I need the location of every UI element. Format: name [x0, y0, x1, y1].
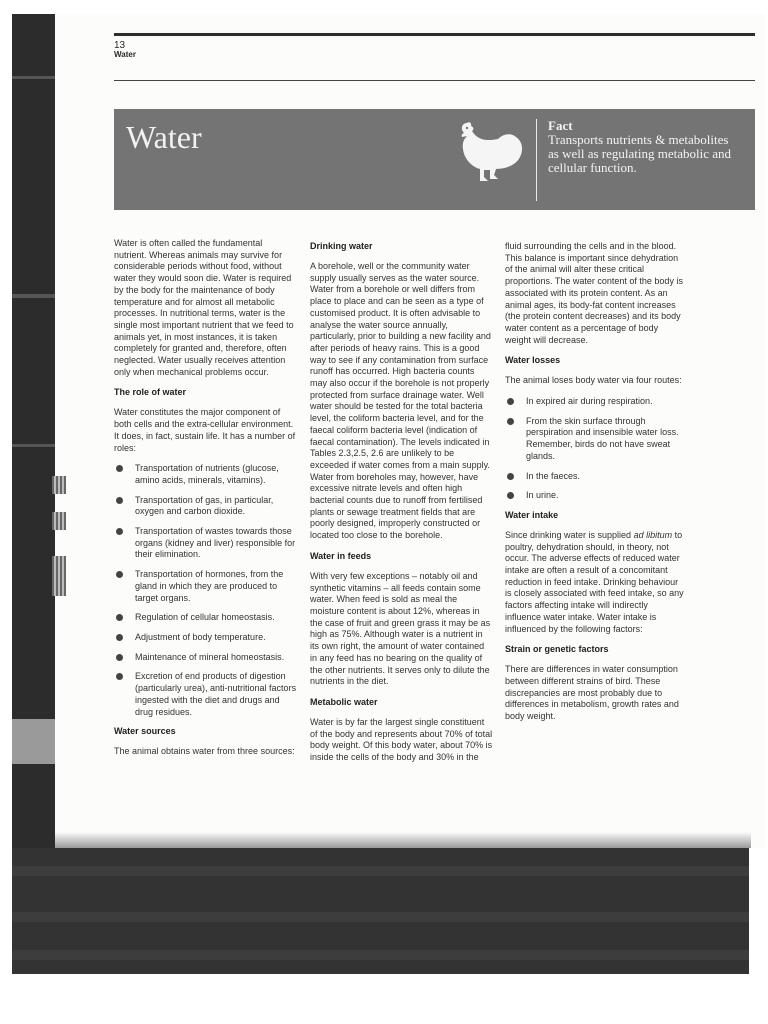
list-item: Transportation of wastes towards those organs (kidney and liver) responsible for their elimination.	[114, 526, 297, 561]
strain-paragraph: There are differences in water consumption between different strains of bird. These discrepancies are most probably due to differences in metabolism, growth rates and body weight.	[505, 664, 679, 722]
sources-paragraph: The animal obtains water from three sources:	[114, 746, 295, 757]
water-in-feeds-paragraph: With very few exceptions – notably oil and synthetic vitamins – all feeds contain some water. When feed is sold as meal the moisture content is about 12%, whereas in the case of fruit and green grass it may be as high as 75%. Although water is a nutrient in its own right, the amount of water contained in any feed has no bearing on the quality of the other nutrients. It serves only to dilute the nutrients in the diet.	[310, 570, 491, 687]
drinking-water-paragraph: A borehole, well or the community water supply usually serves as the water source. Water from a borehole or well differs from place to place and can be seen as a type of customised product. It is often advisable to analyse the water source annually, particularly, prior to building a new facility and after periods of heavy rains. This is a good way to see if any contamination from surface runoff has occurred. High bacteria counts may also occur if the borehole is not properly protected from surface drainage water. Well water should be tested for the total bacteria level, the coliform bacteria level, and for the faecal coliform bacteria level (indication of faecal contamination). The levels indicated in Tables 2.3,2.5, 2.6 are unlikely to be exceeded if water comes from a main supply. Water from boreholes may, however, have excessive nitrate levels and often high bacterial counts due to runoff from fertilised plants or sewage treatment fields that are poorly designed, improperly constructed or located too close to the borehole.	[310, 261, 491, 541]
list-item: Transportation of nutrients (glucose, amino acids, minerals, vitamins).	[114, 463, 297, 486]
role-heading: The role of water	[114, 387, 187, 398]
list-item: Excretion of end products of digestion (particularly urea), anti-nutritional factors ingested with the diet and drugs and drug residues.	[114, 671, 297, 718]
sources-heading: Water sources	[114, 726, 176, 737]
intake-text-end: to poultry, dehydration should, in theory, not occur. The adverse effects of reduced water intake are often a result of a concomitant reduction in feed intake. Drinking behaviour is closely associated with feed intake, so any factors affecting intake will indirectly influence water intake. Water intake is influenced by the following factors:	[505, 529, 684, 634]
binding-mark	[52, 556, 66, 596]
list-item: From the skin surface through perspiration and insensible water loss. Remember, birds do not have sweat glands.	[505, 416, 685, 463]
intake-text-start: Since drinking water is supplied	[505, 529, 634, 540]
binding-mark	[52, 512, 66, 530]
hen-icon	[454, 119, 526, 183]
column-2	[310, 241, 493, 773]
header-rule	[114, 33, 755, 36]
water-in-feeds-heading: Water in feeds	[310, 550, 372, 561]
intro-paragraph: Water is often called the fundamental nutrient. Whereas animals may survive for considerable periods without food, without water they would soon die. Water is required by the body for the maintenance of body temperature and for almost all metabolic processes. In nutritional terms, water is the single most important nutrient that we feed to animals yet, in most instances, it is taken completely for granted and, therefore, often neglected. Water usually receives attention only when mechanical problems occur.	[114, 238, 294, 377]
water-intake-heading: Water intake	[505, 509, 559, 520]
role-paragraph: Water constitutes the major component of both cells and the extra-cellular environment. It does, in fact, sustain life. It has a number of roles:	[114, 407, 296, 453]
page-edge-shadow	[55, 832, 751, 848]
list-item: Transportation of gas, in particular, oxygen and carbon dioxide.	[114, 495, 297, 518]
scanner-left-border	[12, 14, 55, 974]
metabolic-water-paragraph: Water is by far the largest single constituent of the body and represents about 70% of total body weight. Of this body water, about 70% is inside the cells of the body and 30% in the	[310, 716, 493, 763]
ad-libitum-term: ad libitum	[633, 529, 673, 540]
header-subrule	[114, 80, 755, 81]
water-losses-paragraph: The animal loses body water via four routes:	[505, 375, 682, 386]
list-item: In the faeces.	[505, 471, 685, 483]
binding-mark	[52, 476, 66, 494]
strain-heading: Strain or genetic factors	[505, 644, 609, 655]
list-item: Regulation of cellular homeostasis.	[114, 612, 297, 624]
fact-divider	[536, 119, 537, 201]
losses-list	[505, 396, 685, 502]
fact-text: Transports nutrients & metabolites as well as regulating metabolic and cellular function.	[548, 132, 732, 176]
water-intake-paragraph	[505, 530, 685, 635]
chapter-banner	[114, 109, 755, 210]
column-3	[505, 241, 685, 732]
roles-list	[114, 463, 297, 718]
running-title: Water	[114, 50, 136, 59]
column-1	[114, 238, 297, 767]
water-losses-heading: Water losses	[505, 355, 561, 366]
list-item: In expired air during respiration.	[505, 396, 685, 408]
chapter-title: Water	[126, 119, 202, 155]
scanner-bottom-border	[12, 848, 749, 974]
list-item: Maintenance of mineral homeostasis.	[114, 652, 297, 664]
list-item: Transportation of hormones, from the gland in which they are produced to target organs.	[114, 569, 297, 604]
continuation-paragraph: fluid surrounding the cells and in the blood. This balance is important since dehydration of the animal will alter these critical proportions. The water content of the body is associated with its protein content. As an animal ages, its body-fat content increases (the protein content decreases) and its body water content as a percentage of body weight will decrease.	[505, 241, 683, 345]
list-item: Adjustment of body temperature.	[114, 632, 297, 644]
drinking-water-heading: Drinking water	[310, 241, 373, 251]
metabolic-water-heading: Metabolic water	[310, 696, 378, 707]
list-item: In urine.	[505, 490, 685, 502]
page-number: 13	[114, 40, 126, 51]
fact-label: Fact	[548, 118, 573, 133]
